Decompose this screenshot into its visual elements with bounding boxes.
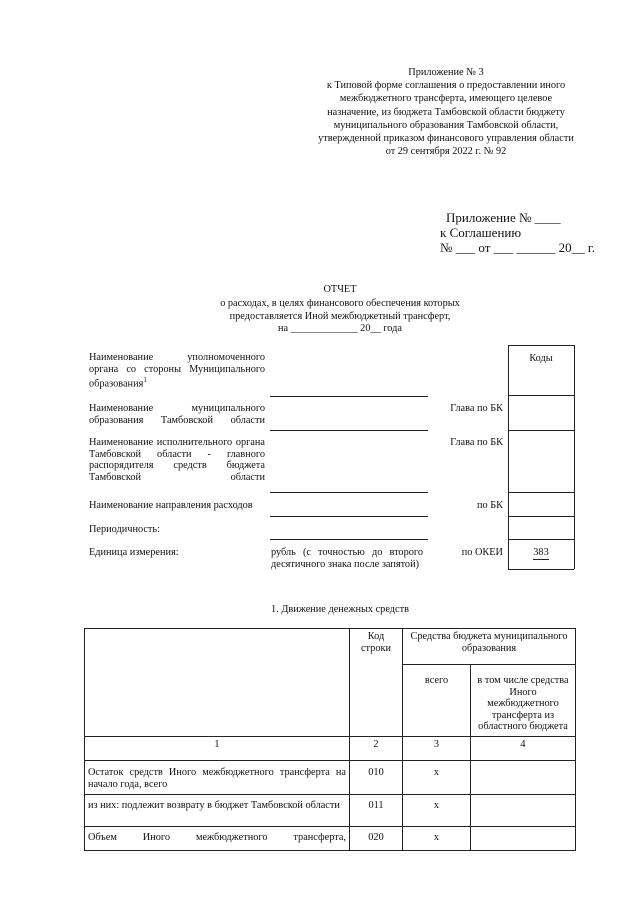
table-row (85, 827, 576, 851)
row-incl[interactable] (471, 795, 576, 827)
cash-flow-table (84, 628, 576, 851)
executive-fill-line[interactable] (270, 492, 428, 493)
row-incl[interactable] (471, 761, 576, 795)
row-code: 011 (350, 795, 403, 827)
report-title-block (200, 284, 480, 336)
periodicity-fill-line[interactable] (270, 539, 428, 540)
report-period: на _____________ 20__ года (278, 323, 402, 335)
row-code: 010 (350, 761, 403, 795)
agreement-line: Приложение № ____ (446, 210, 561, 225)
agreement-reference (440, 210, 610, 255)
unit-label: Единица измерения: (89, 547, 179, 558)
table-row (85, 761, 576, 795)
periodicity-label: Периодичность: (89, 524, 160, 535)
appendix-line: от 29 сентября 2022 г. № 92 (385, 146, 507, 158)
report-title: ОТЧЕТ (323, 284, 357, 295)
row-code: 020 (350, 827, 403, 851)
codes-box-divider (508, 492, 574, 493)
report-subtitle-1: о расходах, в целях финансового обеспечения которых (220, 298, 460, 310)
row-total[interactable]: x (403, 827, 471, 851)
column-number: 1 (85, 737, 350, 761)
row-total[interactable]: x (403, 761, 471, 795)
row-name: Остаток средств Иного межбюджетного трансферта на начало года, всего (85, 761, 350, 795)
codes-box-right (574, 345, 575, 569)
codes-box-divider (508, 516, 574, 517)
authority-fill-line[interactable] (270, 396, 428, 397)
column-number: 4 (471, 737, 576, 761)
direction-fill-line[interactable] (270, 516, 428, 517)
okei-code: 383 (533, 547, 549, 558)
header-total-cell: всего (403, 665, 471, 737)
table-header-row (85, 629, 576, 665)
executive-label: Наименование исполнительного органа Тамбовской области - главного распорядителя средств бюджета Тамбовской области (89, 437, 265, 483)
table-number-row (85, 737, 576, 761)
appendix-line: к Типовой форме соглашения о предоставлении иного (326, 80, 566, 92)
codes-box-divider (508, 395, 574, 396)
unit-value: рубль (с точностью до второго десятичного знака после запятой) (271, 547, 423, 570)
header-incl-cell: в том числе средства Иного межбюджетного трансферта из областного бюджета (471, 665, 576, 737)
authority-label (89, 352, 265, 390)
okei-code-cell (508, 547, 574, 560)
row-name: из них: подлежит возврату в бюджет Тамбовской области (85, 795, 350, 827)
codes-box-divider (508, 430, 574, 431)
appendix-line: межбюджетного трансферта, имеющего целевое (339, 93, 553, 105)
row-total[interactable]: x (403, 795, 471, 827)
authority-label-text: Наименование уполномоченного органа со стороны Муниципального образования (89, 352, 265, 390)
appendix-line: утвержденной приказом финансового управления области (318, 133, 574, 145)
table-row (85, 795, 576, 827)
footnote-mark: 1 (143, 376, 147, 385)
row-incl[interactable] (471, 827, 576, 851)
codes-box-top (508, 345, 574, 346)
column-number: 3 (403, 737, 471, 761)
glava-bk-label-2: Глава по БК (450, 437, 503, 448)
direction-label: Наименование направления расходов (89, 500, 253, 511)
appendix-line: Приложение № 3 (408, 67, 484, 78)
codes-box-bottom (508, 569, 574, 570)
header-code-cell: Код строки (350, 629, 403, 737)
agreement-line: к Соглашению (440, 225, 522, 240)
section-title: 1. Движение денежных средств (271, 604, 409, 615)
appendix-header (300, 66, 592, 158)
codes-box-left (508, 345, 509, 569)
column-number: 2 (350, 737, 403, 761)
codes-header: Коды (529, 353, 553, 364)
appendix-line: назначение, из бюджета Тамбовской области бюджету (327, 106, 565, 118)
appendix-line: муниципального образования Тамбовской области, (333, 119, 559, 131)
row-name: Объем Иного межбюджетного трансферта, (85, 827, 350, 851)
municipality-fill-line[interactable] (270, 430, 428, 431)
glava-bk-label: Глава по БК (450, 403, 503, 414)
header-budget-cell: Средства бюджета муниципального образования (403, 629, 576, 665)
agreement-line: № ___ от ___ ______ 20__ г. (440, 240, 596, 255)
report-subtitle-2: предоставляется Иной межбюджетный трансферт, (229, 310, 451, 322)
municipality-label: Наименование муниципального образования Тамбовской области (89, 403, 265, 426)
po-bk-label: по БК (476, 500, 503, 511)
po-okei-label: по ОКЕИ (461, 547, 503, 558)
header-name-cell (85, 629, 350, 737)
codes-box-divider (508, 539, 574, 540)
